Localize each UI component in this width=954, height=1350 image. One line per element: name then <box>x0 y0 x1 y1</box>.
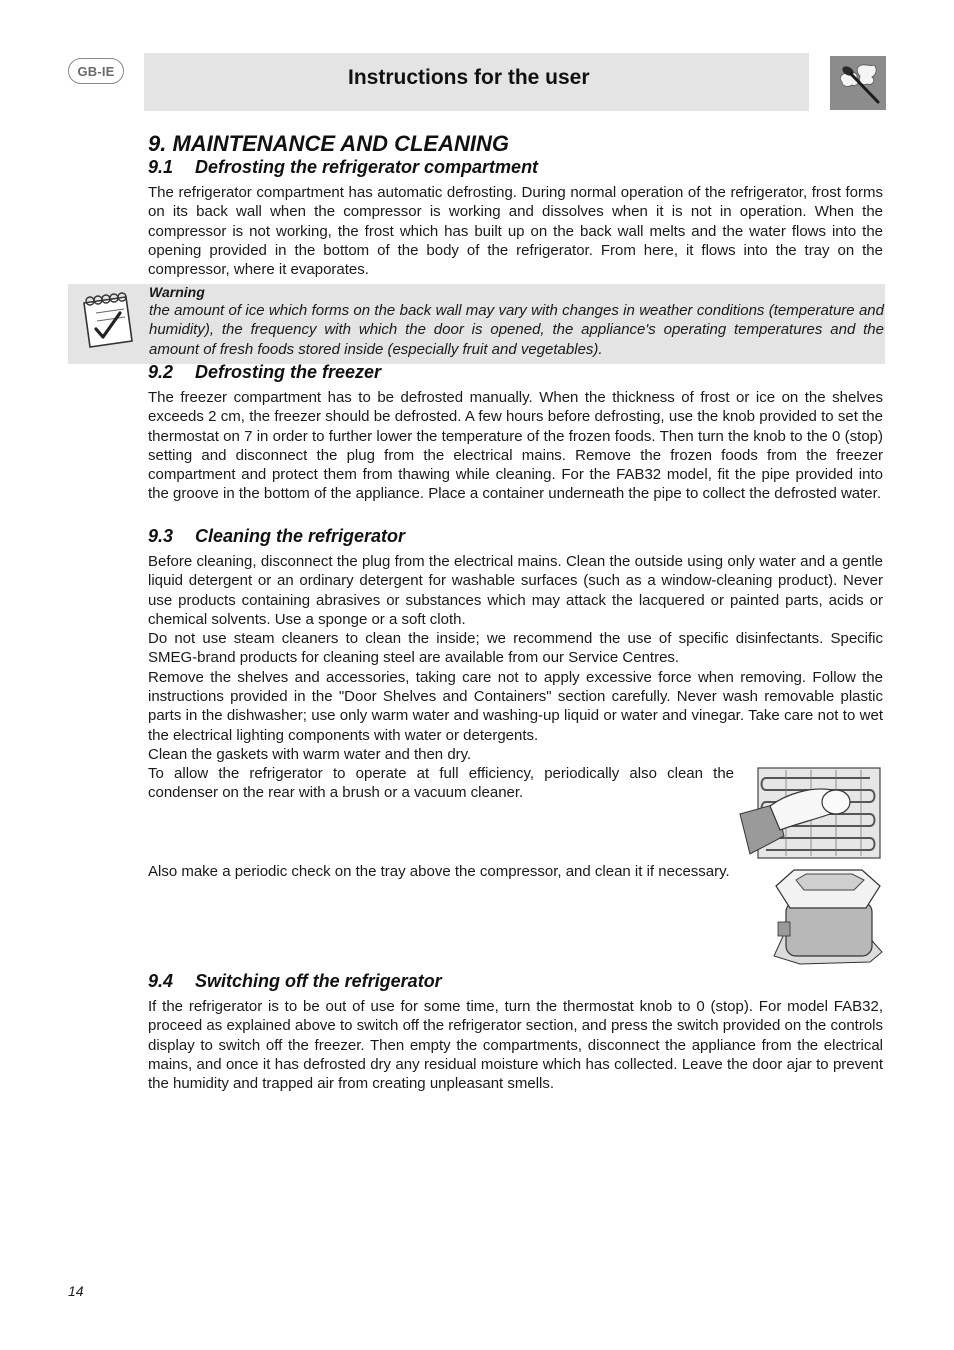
paragraph-9-4: If the refrigerator is to be out of use for some time, turn the thermostat knob to 0 (stop). For model FAB32, proceed as explained above to switch off the refrigerator section, and press the switch provided on the controls display to switch off the freezer. Then empty the compartments, disconnect the appliance from the electrical mains, and once it has defrosted dry any residual moisture which has collected. Leave the door ajar to prevent the humidity and trapped air from creating unpleasant smells. <box>148 998 883 1093</box>
page-title: Instructions for the user <box>348 66 590 89</box>
chef-spoon-icon <box>830 56 886 110</box>
warning-text: the amount of ice which forms on the back wall may vary with changes in weather conditions (temperature and humidity), the frequency with which the door is opened, the appliance's operating temperatures and the amount of fresh foods stored inside (especially fruit and vegetables). <box>149 302 884 358</box>
paragraph-9-1: The refrigerator compartment has automatic defrosting. During normal operation of the refrigerator, frost forms on its back wall when the compressor is working and dissolves when it is not in operation. When the compressor is not working, the frost which has built up on the back wall melts and the water flows into the opening provided in the bottom of the body of the refrigerator. From here, it flows into the tray on the compressor, where it evaporates. <box>148 184 883 279</box>
warning-title: Warning <box>149 284 205 300</box>
notepad-check-icon <box>76 289 138 349</box>
condenser-brush-illustration <box>736 766 882 860</box>
paragraph-9-3-3: Remove the shelves and accessories, taking care not to apply excessive force when removing. Follow the instructions provided in the "Door Shelves and Containers" section carefully. Never wash removable plastic parts in the dishwasher; use only warm water and washing-up liquid or water and vinegar. Take care not to wet the electrical lighting components with water or detergents. <box>148 668 883 744</box>
section-heading: 9. MAINTENANCE AND CLEANING <box>148 131 509 156</box>
paragraph-9-3-6: Also make a periodic check on the tray above the compressor, and clean it if necessary. <box>148 863 730 880</box>
compressor-tray-illustration <box>770 864 884 968</box>
paragraph-9-3-1: Before cleaning, disconnect the plug from the electrical mains. Clean the outside using only water and a gentle liquid detergent or an ordinary detergent for washable surfaces (such as a window-cleaning product). Never use products containing abrasives or substances which may attack the lacquered or painted parts, acids or chemical solvents. Use a sponge or a soft cloth. <box>148 553 883 628</box>
subsection-title-9-1: 9.1 Defrosting the refrigerator compartment <box>148 157 539 177</box>
paragraph-9-3-4: Clean the gaskets with warm water and then dry. <box>148 745 472 763</box>
paragraph-9-3-2: Do not use steam cleaners to clean the inside; we recommend the use of specific disinfectants. Specific SMEG-brand products for cleaning steel are available from our Service Centres. <box>148 630 883 667</box>
paragraph-9-2: The freezer compartment has to be defrosted manually. When the thickness of frost or ice on the shelves exceeds 2 cm, the freezer should be defrosted. A few hours before defrosting, use the knob provided to set the thermostat on 7 in order to further lower the temperature of the frozen foods. Then turn the knob to the 0 (stop) setting and disconnect the plug from the electrical mains. Remove the frozen foods from the freezer compartment and protect them from thawing while cleaning. For the FAB32 model, fit the pipe provided into the groove in the bottom of the appliance. Place a container underneath the pipe to collect the defrosted water. <box>148 389 883 503</box>
page-number: 14 <box>68 1283 84 1299</box>
subsection-title-9-4: 9.4 Switching off the refrigerator <box>148 971 442 991</box>
region-badge: GB-IE <box>68 58 124 84</box>
paragraph-9-3-5: To allow the refrigerator to operate at full efficiency, periodically also clean the condenser on the rear with a brush or a vacuum cleaner. <box>148 765 734 802</box>
subsection-title-9-2: 9.2 Defrosting the freezer <box>148 362 382 382</box>
subsection-title-9-3: 9.3 Cleaning the refrigerator <box>148 526 406 546</box>
